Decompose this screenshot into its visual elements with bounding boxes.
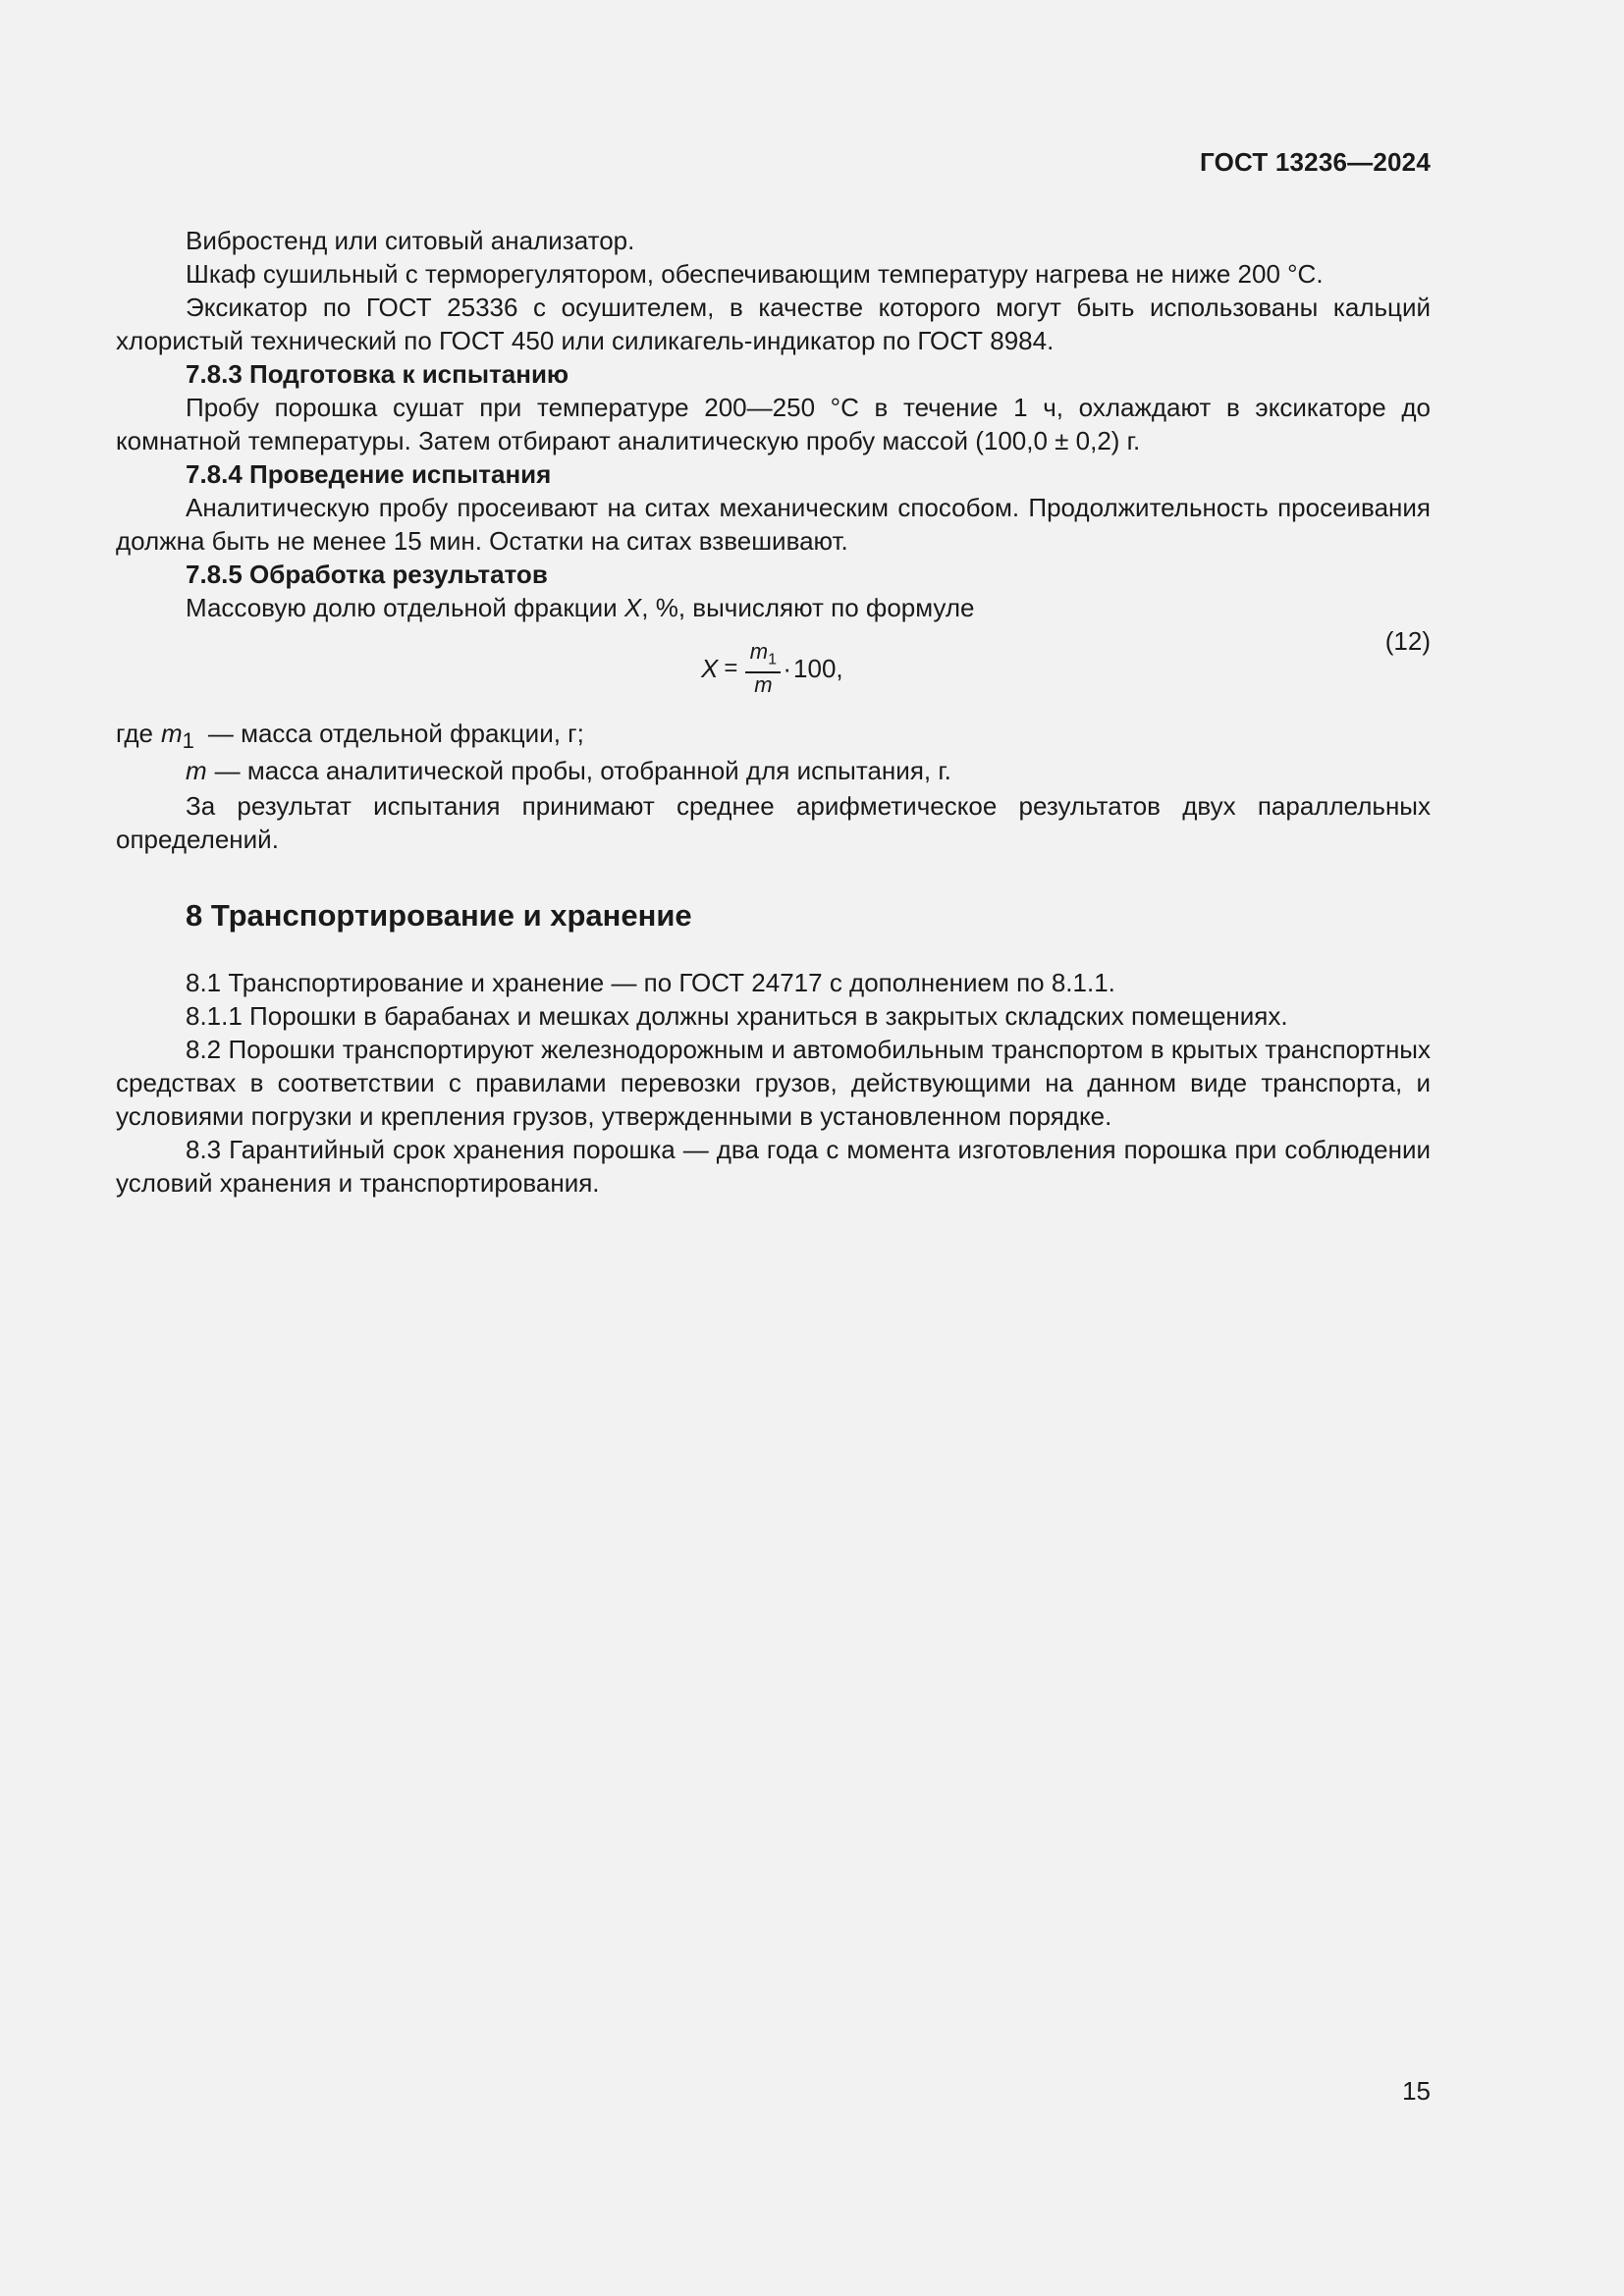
formula: [701, 639, 843, 698]
paragraph-drying-cabinet: Шкаф сушильный с терморегулятором, обеспечивающим температуру нагрева не ниже 200 °С.: [186, 259, 1324, 289]
formula-block: [116, 624, 1431, 711]
document-body: [116, 224, 1431, 1200]
formula-legend-m1: [116, 717, 1431, 754]
legend-description-m: — масса аналитической пробы, отобранной для испытания, г.: [214, 756, 951, 785]
section-8-title: 8 Транспортирование и хранение: [186, 898, 692, 933]
fraction-numerator: $m_1$: [749, 639, 777, 668]
paragraph-8-3: 8.3 Гарантийный срок хранения порошка — два года с момента изготовления порошка при соблюдении условий хранения и транспортирования.: [116, 1135, 1431, 1198]
paragraph-8-2: 8.2 Порошки транспортируют железнодорожным и автомобильным транспортом в крытых транспортных средствах в соответствии с правилами перевозки грузов, действующими на данном виде транспорта, и условиями погрузки и крепления грузов, утвержденными в установленном порядке.: [116, 1035, 1431, 1131]
legend-description-m1: — масса отдельной фракции, г;: [207, 719, 584, 748]
paragraph-8-1-1: 8.1.1 Порошки в барабанах и мешках должны храниться в закрытых складских помещениях.: [186, 1001, 1288, 1031]
paragraph-testing: Аналитическую пробу просеивают на ситах механическим способом. Продолжительность просеивания должна быть не менее 15 мин. Остатки на ситах взвешивают.: [116, 493, 1431, 556]
paragraph-8-1: 8.1 Транспортирование и хранение — по ГОСТ 24717 с дополнением по 8.1.1.: [186, 968, 1115, 997]
heading-7-8-3: 7.8.3 Подготовка к испытанию: [186, 359, 569, 389]
page-number: 15: [1402, 2076, 1431, 2106]
formula-intro-prefix: Массовую долю отдельной фракции: [186, 593, 624, 622]
heading-7-8-5: 7.8.5 Обработка результатов: [186, 560, 548, 589]
document-header: ГОСТ 13236—2024: [1200, 147, 1431, 177]
legend-where-word: где: [116, 719, 153, 748]
formula-multiply: ·: [783, 654, 792, 683]
formula-legend-m: [116, 754, 1431, 789]
formula-number: (12): [1384, 626, 1431, 656]
paragraph-desiccator: Эксикатор по ГОСТ 25336 с осушителем, в качестве которого могут быть использованы кальций хлористый технический по ГОСТ 450 или силикагель-индикатор по ГОСТ 8984.: [116, 293, 1431, 355]
formula-equals: =: [724, 655, 738, 681]
formula-lhs: X: [701, 654, 719, 683]
paragraph-preparation: Пробу порошка сушат при температуре 200—250 °С в течение 1 ч, охлаждают в эксикаторе до комнатной температуры. Затем отбирают аналитическую пробу массой (100,0 ± 0,2) г.: [116, 393, 1431, 455]
paragraph-vibrostand: Вибростенд или ситовый анализатор.: [186, 226, 635, 255]
formula-intro-suffix: , %, вычисляют по формуле: [641, 593, 975, 622]
formula-factor: 100,: [793, 654, 843, 683]
formula-intro-variable: X: [623, 593, 642, 622]
paragraph-formula-intro: [116, 591, 1431, 624]
fraction-denominator: m: [754, 671, 773, 697]
legend-symbol-m: m: [186, 756, 207, 785]
legend-symbol-m1: $m_1$: [160, 719, 194, 754]
formula-fraction: [745, 640, 781, 697]
heading-7-8-4: 7.8.4 Проведение испытания: [186, 459, 552, 489]
paragraph-result: За результат испытания принимают среднее арифметическое результатов двух параллельных определений.: [116, 791, 1431, 854]
